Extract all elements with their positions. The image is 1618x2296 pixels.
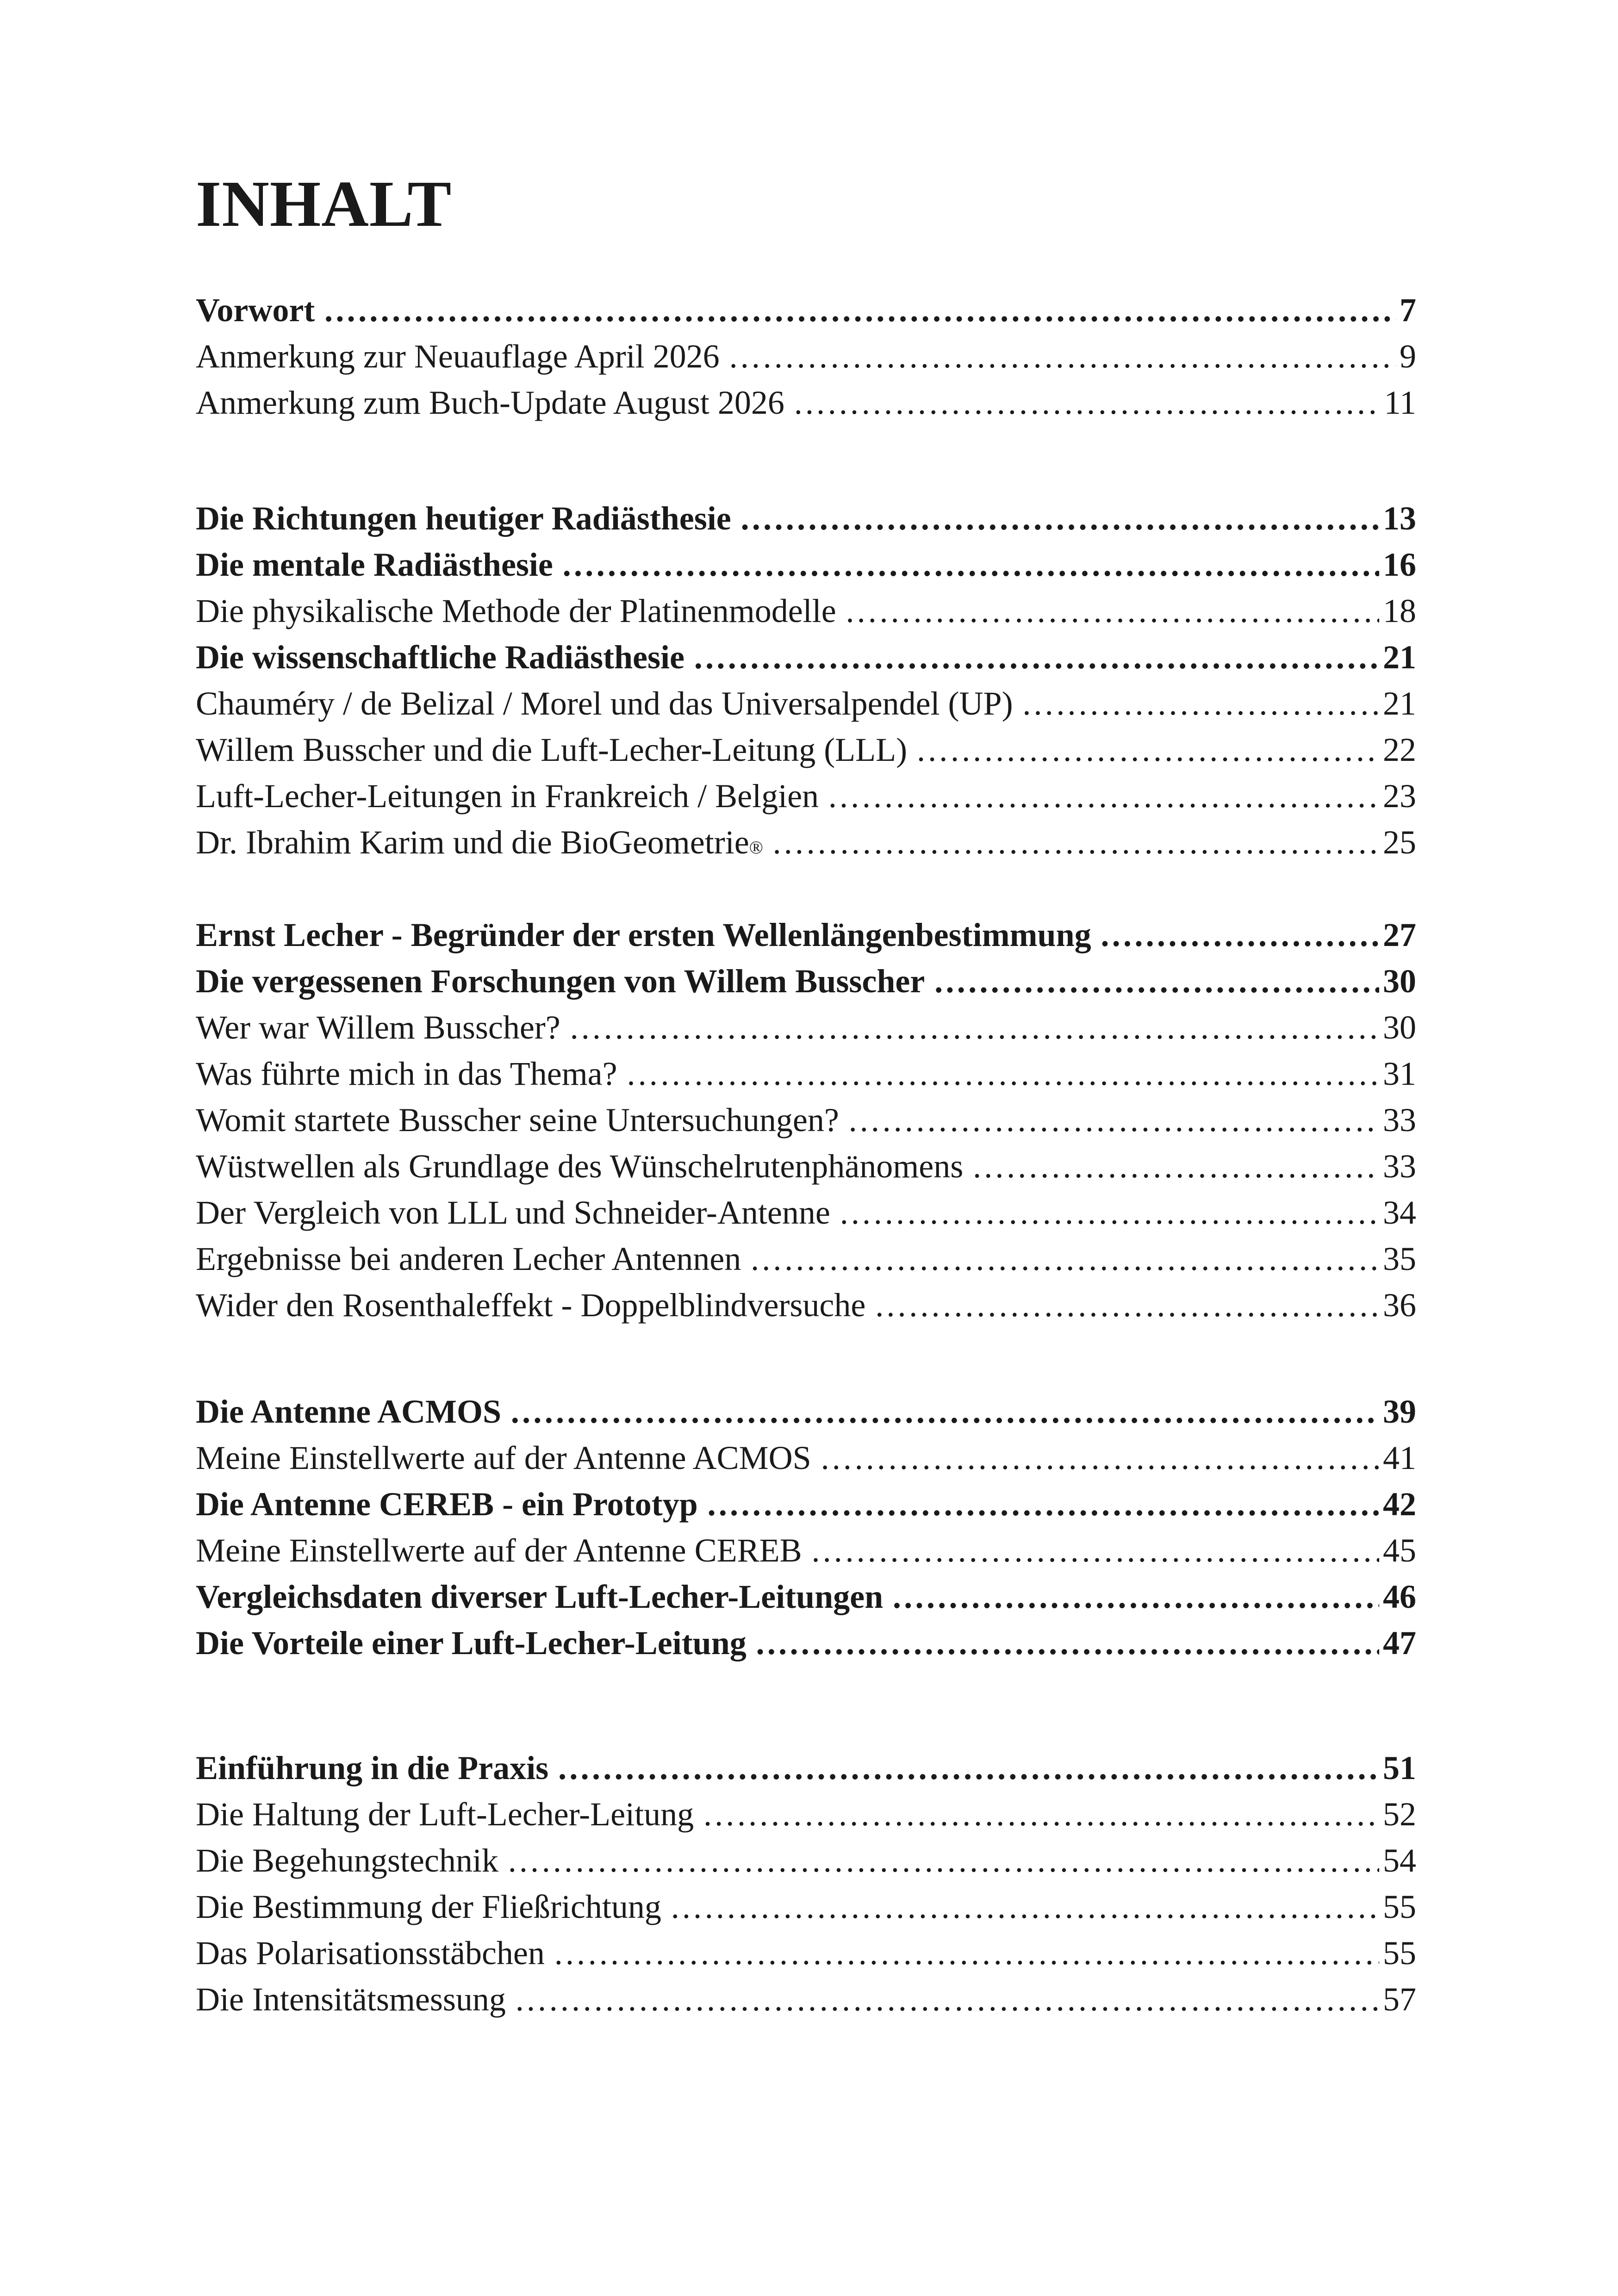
dot-leader [706, 1481, 1379, 1527]
toc-entry-label: Dr. Ibrahim Karim und die BioGeometrie [196, 824, 749, 861]
toc-entry-label: Was führte mich in das Thema? [196, 1055, 617, 1092]
toc-entry-label: Womit startete Busscher seine Untersuchungen? [196, 1101, 839, 1139]
toc-entry-label: Meine Einstellwerte auf der Antenne CEREB [196, 1532, 802, 1569]
toc-page-number: 25 [1383, 824, 1416, 861]
toc-entry[interactable] [196, 287, 1416, 333]
toc-entry[interactable] [196, 1236, 1416, 1282]
toc-entry-label: Wider den Rosenthaleffekt - Doppelblindversuche [196, 1287, 866, 1324]
toc-page-number: 7 [1400, 292, 1416, 329]
toc-entry-label: Die vergessenen Forschungen von Willem Busscher [196, 963, 925, 1000]
toc-entry[interactable] [196, 1435, 1416, 1481]
dot-leader [891, 1574, 1379, 1620]
dot-leader [820, 1435, 1379, 1481]
toc-entry-label: Ernst Lecher - Begründer der ersten Wellenlängenbestimmung [196, 916, 1091, 953]
toc-page-number: 34 [1383, 1194, 1416, 1231]
toc-entry[interactable] [196, 1527, 1416, 1574]
toc-section [196, 495, 1416, 865]
toc-page-number: 52 [1383, 1796, 1416, 1833]
toc-page-number: 31 [1383, 1055, 1416, 1092]
toc-page-number: 11 [1384, 384, 1416, 421]
toc-page-number: 51 [1383, 1749, 1416, 1786]
toc-entry-label: Meine Einstellwerte auf der Antenne ACMOS [196, 1439, 811, 1476]
toc-entry-label: Die Intensitätsmessung [196, 1981, 506, 2018]
toc-page-number: 55 [1383, 1888, 1416, 1925]
toc-entry-label: Die Antenne ACMOS [196, 1393, 502, 1430]
dot-leader [693, 634, 1379, 680]
toc-entry[interactable] [196, 1143, 1416, 1189]
toc-page-number: 41 [1383, 1439, 1416, 1476]
dot-leader [553, 1930, 1379, 1976]
dot-leader [740, 495, 1379, 541]
toc-entry-label: Anmerkung zum Buch-Update August 2026 [196, 384, 784, 421]
toc-entry[interactable] [196, 333, 1416, 380]
toc-page-number: 13 [1383, 500, 1416, 537]
toc-entry[interactable] [196, 1051, 1416, 1097]
toc-page-number: 54 [1383, 1842, 1416, 1879]
dot-leader [670, 1884, 1379, 1930]
toc-entry-label: Die Bestimmung der Fließrichtung [196, 1888, 661, 1925]
dot-leader [514, 1976, 1379, 2022]
toc-entry-label: Chauméry / de Belizal / Morel und das Universalpendel (UP) [196, 685, 1013, 722]
dot-leader [561, 541, 1379, 588]
toc-entry[interactable] [196, 1884, 1416, 1930]
toc-page-number: 55 [1383, 1935, 1416, 1972]
toc-page-number: 33 [1383, 1148, 1416, 1185]
toc-page-number: 36 [1383, 1287, 1416, 1324]
toc-page-number: 45 [1383, 1532, 1416, 1569]
toc-page-number: 47 [1383, 1624, 1416, 1661]
dot-leader [728, 333, 1396, 380]
toc-page-number: 46 [1383, 1578, 1416, 1615]
toc-page-number: 30 [1383, 1009, 1416, 1046]
toc-entry[interactable] [196, 1930, 1416, 1976]
toc-entry[interactable] [196, 680, 1416, 727]
toc-entry[interactable] [196, 495, 1416, 541]
page-title: INHALT [196, 167, 452, 240]
dot-leader [626, 1051, 1379, 1097]
toc-entry[interactable] [196, 1837, 1416, 1884]
toc-entry[interactable] [196, 1620, 1416, 1666]
toc-entry-label: Die mentale Radiästhesie [196, 546, 553, 583]
toc-page-number: 27 [1383, 916, 1416, 953]
toc-page-number: 9 [1400, 338, 1416, 375]
toc-entry-label: Die Richtungen heutiger Radiästhesie [196, 500, 731, 537]
dot-leader [933, 958, 1379, 1004]
dot-leader [827, 773, 1379, 819]
toc-entry-label: Die Begehungstechnik [196, 1842, 498, 1879]
dot-leader [749, 1236, 1379, 1282]
dot-leader [702, 1791, 1379, 1837]
toc-page-number: 23 [1383, 778, 1416, 815]
dot-leader [839, 1189, 1379, 1236]
toc-page-number: 18 [1383, 592, 1416, 629]
toc-entry-label: Willem Busscher und die Luft-Lecher-Leitung (LLL) [196, 731, 908, 768]
dot-leader [569, 1004, 1379, 1051]
toc-page-number: 21 [1383, 639, 1416, 676]
toc-entry-label: Ergebnisse bei anderen Lecher Antennen [196, 1240, 741, 1277]
toc-entry-label: Luft-Lecher-Leitungen in Frankreich / Belgien [196, 778, 819, 815]
toc-entry-label: Das Polarisationsstäbchen [196, 1935, 545, 1972]
toc-entry[interactable] [196, 912, 1416, 958]
toc-page-number: 16 [1383, 546, 1416, 583]
toc-entry-label: Der Vergleich von LLL und Schneider-Antenne [196, 1194, 830, 1231]
toc-entry[interactable] [196, 1574, 1416, 1620]
toc-section [196, 1388, 1416, 1666]
toc-entry-label: Vorwort [196, 292, 315, 329]
dot-leader [845, 588, 1379, 634]
toc-entry-label: Wüstwellen als Grundlage des Wünschelrutenphänomens [196, 1148, 964, 1185]
toc-entry-label: Anmerkung zur Neuauflage April 2026 [196, 338, 720, 375]
toc-page-number: 39 [1383, 1393, 1416, 1430]
toc-entry-label: Vergleichsdaten diverser Luft-Lecher-Leitungen [196, 1578, 884, 1615]
dot-leader [510, 1388, 1379, 1435]
dot-leader [810, 1527, 1379, 1574]
toc-page-number: 30 [1383, 963, 1416, 1000]
dot-leader [1100, 912, 1379, 958]
toc-entry[interactable] [196, 1282, 1416, 1328]
dot-leader [874, 1282, 1379, 1328]
toc-entry[interactable] [196, 1976, 1416, 2022]
toc-entry[interactable] [196, 588, 1416, 634]
toc-entry-label: Die wissenschaftliche Radiästhesie [196, 639, 685, 676]
toc-page-number: 21 [1383, 685, 1416, 722]
toc-entry[interactable] [196, 773, 1416, 819]
toc-section [196, 1745, 1416, 2022]
dot-leader [755, 1620, 1379, 1666]
toc-page-number: 33 [1383, 1101, 1416, 1139]
toc-page-number: 35 [1383, 1240, 1416, 1277]
dot-leader [507, 1837, 1379, 1884]
toc-entry[interactable] [196, 634, 1416, 680]
toc-entry-label: Wer war Willem Busscher? [196, 1009, 560, 1046]
toc-entry-label: Die physikalische Methode der Platinenmodelle [196, 592, 836, 629]
toc-entry[interactable] [196, 1481, 1416, 1527]
dot-leader [1021, 680, 1379, 727]
toc-entry[interactable] [196, 1745, 1416, 1791]
dot-leader [793, 380, 1381, 426]
toc-entry[interactable] [196, 1097, 1416, 1143]
toc-section [196, 912, 1416, 1328]
dot-leader [971, 1143, 1379, 1189]
toc-entry-label: Die Haltung der Luft-Lecher-Leitung [196, 1796, 694, 1833]
dot-leader [772, 819, 1379, 865]
toc-entry-label: Einführung in die Praxis [196, 1749, 549, 1786]
toc-section [196, 287, 1416, 426]
dot-leader [915, 727, 1379, 773]
toc-entry[interactable] [196, 1388, 1416, 1435]
toc-entry[interactable] [196, 958, 1416, 1004]
toc-entry-label: Die Vorteile einer Luft-Lecher-Leitung [196, 1624, 747, 1661]
toc-entry[interactable] [196, 380, 1416, 426]
toc-entry[interactable] [196, 1004, 1416, 1051]
toc-entry[interactable]: Dr. Ibrahim Karim und die BioGeometrie ® ………………………………………………………………………………………………………………………………………………………………………………………………………………………………………… 25 [196, 819, 1416, 865]
dot-leader [323, 287, 1396, 333]
toc-entry[interactable] [196, 1791, 1416, 1837]
toc-page-number: 22 [1383, 731, 1416, 768]
dot-leader [847, 1097, 1379, 1143]
toc-entry[interactable] [196, 1189, 1416, 1236]
toc-entry-label: Die Antenne CEREB - ein Prototyp [196, 1486, 698, 1523]
dot-leader [557, 1745, 1379, 1791]
toc-entry[interactable] [196, 541, 1416, 588]
toc-page-number: 57 [1383, 1981, 1416, 2018]
toc-entry[interactable] [196, 727, 1416, 773]
toc-page-number: 42 [1383, 1486, 1416, 1523]
